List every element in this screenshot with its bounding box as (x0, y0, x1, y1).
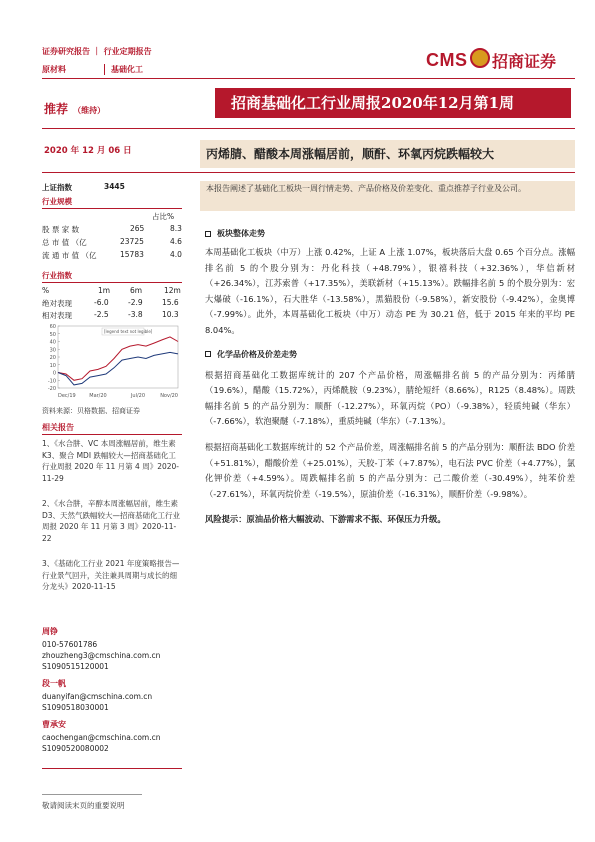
sector-right: 基础化工 (104, 64, 143, 75)
perf-rule (42, 282, 182, 283)
x-tick-label: Dec/19 (58, 393, 76, 399)
perf-col: 1m (98, 286, 111, 295)
analyst-email[interactable]: duanyifan@cmschina.com.cn (42, 692, 153, 701)
analyst-name: 曹承安 (42, 720, 66, 729)
perf-row-value: -2.9 (128, 298, 143, 307)
x-tick-label: Mar/20 (89, 393, 107, 399)
related-report[interactable]: 1、《水合肼、VC 本周涨幅居前，维生素 K3、聚合 MDI 跌幅较大—招商基础化工行业周报 2020 年 11 月第 4 周》2020-11-29 (42, 439, 179, 483)
sidebar-bottom-rule (42, 768, 182, 769)
scale-row-value: 23725 (120, 237, 144, 246)
rating-label: 推荐 (44, 102, 69, 116)
scale-row-value: 15783 (120, 250, 144, 259)
rating-sub: （维持） (73, 106, 106, 115)
perf-col: 12m (164, 286, 181, 295)
logo-brand-text: 招商证券 (492, 52, 557, 71)
analyst-cert: S1090518030001 (42, 703, 109, 712)
subtitle-rule (42, 172, 575, 173)
report-subtitle: 丙烯腈、醋酸本周涨幅居前，顺酐、环氧丙烷跌幅较大 (200, 140, 575, 168)
analyst-name: 周铮 (42, 627, 58, 636)
perf-row-value: 10.3 (162, 310, 179, 319)
perf-row-label: 相对表现 (42, 311, 72, 320)
body-paragraph: 本周基础化工板块（中万）上涨 0.42%，上证 A 上涨 1.07%，板块落后大盘 0.65 个百分点。涨幅排名前 5 的个股分别为：丹化科技（+48.79%），银禧科技（+32.36%），华信新材（+26.34%），江苏索普（+17.35%），美联新材（+15.13%）。跌幅排名前 5 的个股分别为：宏大爆破（-16.1%），石大胜华（-13.58%），黑猫股份（-9.58%），新安股份（-9.42%），金奥博（-7.99%）。此外，本周基础化工板块（中万）动态 PE 为 30.21 倍，低于 2015 年来的平均 PE 8.04%。 (205, 247, 575, 335)
rating (44, 98, 105, 117)
analyst-phone: 010-57601786 (42, 640, 98, 649)
perf-row-value: 15.6 (162, 298, 179, 307)
scale-row-pct: 8.3 (170, 224, 182, 233)
main-content (205, 228, 575, 526)
chart-source: 资料来源：贝格数据、招商证券 (42, 407, 140, 415)
scale-row-pct: 4.6 (170, 237, 182, 246)
perf-row-value: -3.8 (128, 310, 143, 319)
perf-heading: 行业指数 (42, 271, 72, 280)
report-date: 2020 年 12 月 06 日 (44, 146, 132, 156)
y-tick-label: 20 (49, 355, 56, 361)
perf-row-value: -2.5 (94, 310, 109, 319)
scale-row-label: 股 票 家 数 (42, 225, 80, 234)
footer-rule (42, 794, 142, 795)
section-title: 板块整体走势 (217, 229, 265, 238)
report-type: 证券研究报告 ｜ 行业定期报告 (42, 47, 152, 56)
analyst-email[interactable]: caochengan@cmschina.com.cn (42, 733, 161, 742)
y-tick-label: 0 (52, 370, 56, 377)
title-rule (42, 128, 575, 129)
analyst-email[interactable]: zhouzheng3@cmschina.com.cn (42, 651, 161, 660)
y-tick-label: 10 (49, 362, 56, 369)
y-tick-label: -10 (47, 378, 56, 385)
y-tick-label: -20 (47, 386, 56, 392)
y-tick-label: 50 (49, 331, 56, 338)
series-line (58, 337, 178, 380)
y-tick-label: 30 (49, 347, 56, 354)
sector-left: 原材料 (42, 65, 66, 74)
header-rule (42, 78, 575, 79)
index-value: 3445 (104, 182, 125, 191)
footer-note: 敬请阅读末页的重要说明 (42, 801, 125, 810)
scale-heading: 行业规模 (42, 197, 72, 206)
logo-emblem-icon (470, 48, 490, 68)
x-tick-label: Jul/20 (130, 393, 146, 399)
legend-label: [legend text not legible] (104, 329, 153, 334)
chart-frame (58, 326, 178, 388)
perf-col: % (42, 286, 50, 295)
analyst-cert: S1090520080002 (42, 744, 109, 753)
section-heading (205, 228, 575, 239)
logo-cms-text: CMS (426, 50, 468, 70)
report-title: 招商基础化工行业周报2020年12月第1周 (215, 88, 571, 118)
scale-row-label: 总 市 值 （亿 (42, 238, 87, 247)
perf-col: 6m (130, 286, 143, 295)
perf-row-label: 绝对表现 (42, 299, 72, 308)
related-report[interactable]: 3、《基础化工行业 2021 年度策略报告—行业景气回升，关注兼具周期与成长的细分龙头》2020-11-15 (42, 559, 180, 592)
scale-row-value: 265 (130, 224, 145, 233)
analyst-name: 段一帆 (42, 679, 66, 688)
analysts (42, 626, 192, 754)
performance-chart (42, 322, 182, 402)
section-title: 化学品价格及价差走势 (217, 349, 297, 359)
y-tick-label: 60 (49, 324, 56, 330)
related-rule (42, 434, 182, 435)
report-summary: 本报告阐述了基础化工板块一周行情走势、产品价格及价差变化、重点推荐子行业及公司。 (200, 181, 575, 211)
index-label: 上证指数 (42, 183, 72, 192)
body-paragraph: 根据招商基础化工数据库统计的 207 个产品价格，周涨幅排名前 5 的产品分别为：丙烯腈（19.6%），醋酸（15.72%），丙烯酰胺（9.23%），腈纶短纤（8.66%），R125（8.48%）。周跌幅排名前 5 的产品分别为：顺酐（-12.27%），环氧丙烷（PO）（-9.38%），轻质纯碱（华东）（-7.66%），软泡聚醚（-7.18%），重质纯碱（华东）（-7.13%）。 (205, 369, 575, 427)
scale-row-pct: 4.0 (170, 250, 182, 259)
analyst-cert: S1090515120001 (42, 662, 109, 671)
company-logo (426, 48, 576, 74)
scale-col-header: 占比% (152, 212, 175, 221)
x-tick-label: Nov/20 (160, 393, 178, 399)
perf-row-value: -6.0 (94, 298, 109, 307)
risk-warning: 风险提示：原油品价格大幅波动、下游需求不振、环保压力升级。 (205, 514, 446, 525)
body-paragraph: 根据招商基础化工数据库统计的 52 个产品价差，周涨幅排名前 5 的产品分别为：顺酐法 BDO 价差（+51.81%），醋酸价差（+25.01%），天胶-丁苯（+7.87%），电石法 PVC 价差（+4.77%），氯化钾价差（+4.59%）。周跌幅排名前 5 的产品分别为：己二酸价差（-30.49%），纯苯价差（-27.61%），环氧丙烷价差（-19.5%），原油价差（-16.31%），顺酐价差（-9.98%）。 (205, 441, 575, 499)
scale-row-label: 流 通 市 值 （亿 (42, 251, 97, 260)
checkbox-bullet-icon (205, 351, 211, 357)
scale-rule (42, 208, 182, 209)
checkbox-bullet-icon (205, 231, 211, 237)
section-heading (205, 349, 575, 360)
related-report[interactable]: 2、《水合肼，辛醇本周涨幅居前，维生素 D3、天然气跌幅较大—招商基础化工行业周报 2020 年 11 月第 3 周》2020-11-22 (42, 499, 181, 543)
related-heading: 相关报告 (42, 423, 74, 432)
y-tick-label: 40 (49, 339, 56, 346)
